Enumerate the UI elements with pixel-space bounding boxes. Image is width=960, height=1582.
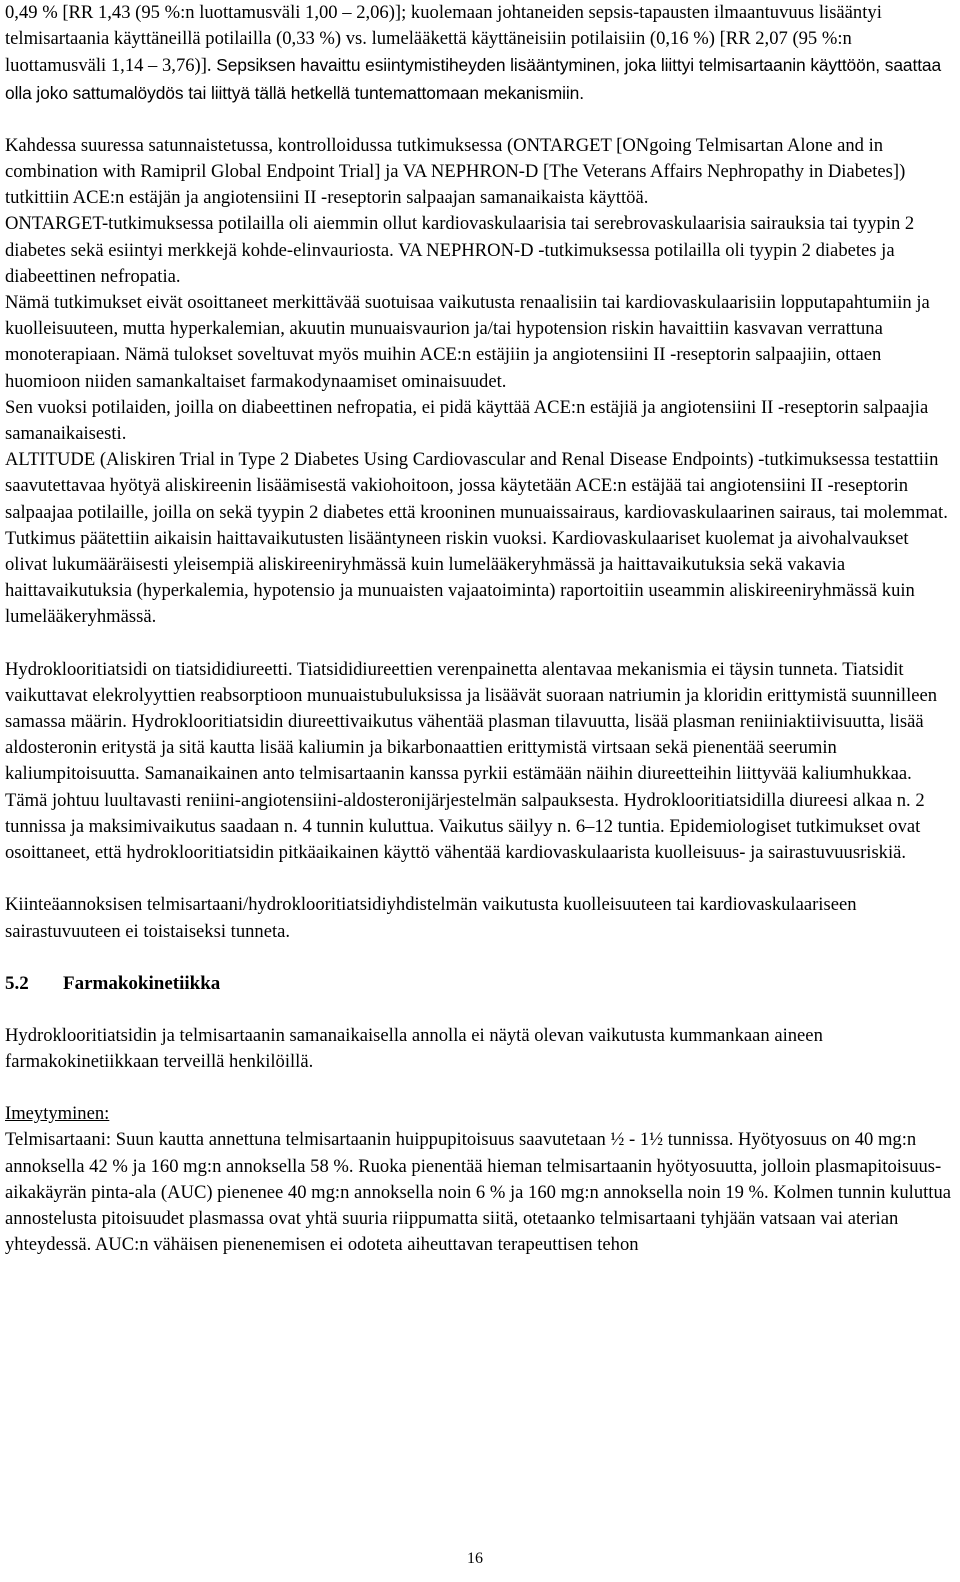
paragraph-altitude: ALTITUDE (Aliskiren Trial in Type 2 Diabetes Using Cardiovascular and Renal Disease Endpoints) -tutkimuksessa testattiin saavutettavaa hyötyä aliskireenin lisäämisestä vakiohoitoon, jossa käytetään ACE:n estäjää tai angiotensiini II -reseptorin salpaajaa potilaille, joilla on sekä tyypin 2 diabetes että krooninen munuaissairaus, kardiovaskulaarinen sairaus, tai molemmat. Tutkimus päätettiin aikaisin haittavaikutusten lisääntyneen riskin vuoksi. Kardiovaskulaariset kuolemat ja aivohalvaukset olivat lukumääräisesti yleisempiä aliskireeniryhmässä kuin lumelääkeryhmässä ja haittavaikutuksia sekä vakavia haittavaikutuksia (hyperkalemia, hypotensio ja munuaisten vajaatoiminta) raportoitiin useammin aliskireeniryhmässä kuin lumelääkeryhmässä. xyxy=(5,449,948,628)
paragraph-sepsis-results xyxy=(5,0,955,107)
sepsis-results-text: 0,49 % [RR 1,43 (95 %:n luottamusväli 1,00 – 2,06)]; kuolemaan johtaneiden sepsis-tapausten ilmaantuvuus lisääntyi telmisartaania käyttäneillä potilailla (0,33 %) vs. lumelääkettä käyttäneisiin potilaisiin (0,16 %) [RR 2,07 (95 %:n luottamusväli 1,14 – 3,76)]. xyxy=(5,2,882,77)
paragraph-gap xyxy=(5,1075,955,1101)
sepsis-interpretation-text: Sepsiksen havaittu esiintymistiheyden lisääntyminen, joka liittyi telmisartaanin käyttöön, saattaa olla joko sattumalöydös tai liittyä tällä hetkellä tuntemattomaan mekanismiin. xyxy=(5,55,942,103)
absorption-subheading xyxy=(5,1101,955,1127)
paragraph-diabetic-nephropathy: Sen vuoksi potilaiden, joilla on diabeettinen nefropatia, ei pidä käyttää ACE:n estäjiä ja angiotensiini II -reseptorin salpaajia samanaikaisesti. xyxy=(5,396,929,445)
section-number: 5.2 xyxy=(5,972,29,994)
paragraph-study-outcomes: Nämä tutkimukset eivät osoittaneet merkittävää suotuisaa vaikutusta renaalisiin tai kardiovaskulaarisiin lopputapahtumiin ja kuolleisuuteen, mutta hyperkalemian, akuutin munuaisvaurion ja/tai hypotension riskin havaittiin kasvavan verrattuna monoterapiaan. Nämä tulokset soveltuvat myös muihin ACE:n estäjiin ja angiotensiini II -reseptorin salpaajiin, ottaen huomioon niiden samankaltaiset farmakodynaamiset ominaisuudet. xyxy=(5,292,930,392)
paragraph-ontarget-intro: Kahdessa suuressa satunnaistetussa, kontrolloidussa tutkimuksessa (ONTARGET [ONgoing Telmisartan Alone and in combination with Ramipril Global Endpoint Trial] ja VA NEPHRON-D [The Veterans Affairs Nephropathy in Diabetes]) tutkittiin ACE:n estäjän ja angiotensiini II -reseptorin salpaajan samanaikaista käyttöä. xyxy=(5,134,906,209)
paragraph-gap xyxy=(5,631,955,657)
paragraph-hydrochlorothiazide: Hydroklooritiatsidi on tiatsididiureetti. Tiatsididiureettien verenpainetta alentavaa mekanismia ei täysin tunneta. Tiatsidit vaikuttavat elekrolyyttien reabsorptioon munuaistubuluksissa ja lisäävät suoraan natriumin ja kloridin erittymistä suunnilleen samassa määrin. Hydroklooritiatsidin diureettivaikutus vähentää plasman tilavuutta, lisää plasman reniiniaktiivisuutta, lisää aldosteronin eritystä ja sitä kautta lisää kaliumin ja bikarbonaattien erittymistä virtsaan sekä pienentää seerumin kaliumpitoisuutta. Samanaikainen anto telmisartaanin kanssa pyrkii estämään näihin diureetteihin liittyvää kaliumhukkaa. Tämä johtuu luultavasti reniini-angiotensiini-aldosteronijärjestelmän salpauksesta. Hydroklooritiatsidilla diureesi alkaa n. 2 tunnissa ja maksimivaikutus saadaan n. 4 tunnin kuluttua. Vaikutus säilyy n. 6–12 tuntia. Epidemiologiset tutkimukset ovat osoittaneet, että hydroklooritiatsidin pitkäaikainen käyttö vähentää kardiovaskulaarista kuolleisuus- ja sairastuvuusriskiä. xyxy=(5,658,938,864)
paragraph-fixed-dose-combination: Kiinteäannoksisen telmisartaani/hydroklooritiatsidiyhdistelmän vaikutusta kuolleisuuteen tai kardiovaskulaariseen sairastuvuuteen ei toistaiseksi tunneta. xyxy=(5,894,857,942)
paragraph-gap xyxy=(5,107,955,133)
section-heading xyxy=(5,971,955,997)
paragraph-gap xyxy=(5,866,955,892)
paragraph-gap xyxy=(5,945,955,971)
paragraph-ontarget-patients: ONTARGET-tutkimuksessa potilailla oli aiemmin ollut kardiovaskulaarisia tai serebrovaskulaarisia sairauksia tai tyypin 2 diabetes sekä esiintyi merkkejä kohde-elinvauriosta. VA NEPHRON-D -tutkimuksessa potilailla oli tyypin 2 diabetes ja diabeettinen nefropatia. xyxy=(5,213,915,287)
paragraph-telmisartan-absorption: Telmisartaani: Suun kautta annettuna telmisartaanin huippupitoisuus saavutetaan ½ - 1½ tunnissa. Hyötyosuus on 40 mg:n annoksella 42 % ja 160 mg:n annoksella 58 %. Ruoka pienentää hieman telmisartaanin hyötyosuutta, jolloin plasmapitoisuus-aikakäyrän pinta-ala (AUC) pienenee 40 mg:n annoksella noin 6 % ja 160 mg:n annoksella noin 19 %. Kolmen tunnin kuluttua annostelusta pitoisuudet plasmassa ovat yhtä suuria riippumatta siitä, otetaanko telmisartaani tyhjään vatsaan vai aterian yhteydessä. AUC:n vähäisen pienenemisen ei odoteta aiheuttavan terapeuttisen tehon xyxy=(5,1129,951,1256)
paragraph-gap xyxy=(5,997,955,1023)
document-page xyxy=(5,0,955,1258)
section-title: Farmakokinetiikka xyxy=(63,972,221,994)
paragraph-pk-interaction: Hydroklooritiatsidin ja telmisartaanin samanaikaisella annolla ei näytä olevan vaikutusta kummankaan aineen farmakokinetiikkaan terveillä henkilöillä. xyxy=(5,1024,823,1072)
page-number: 16 xyxy=(467,1550,483,1567)
absorption-subheading-text: Imeytyminen: xyxy=(5,1103,110,1125)
